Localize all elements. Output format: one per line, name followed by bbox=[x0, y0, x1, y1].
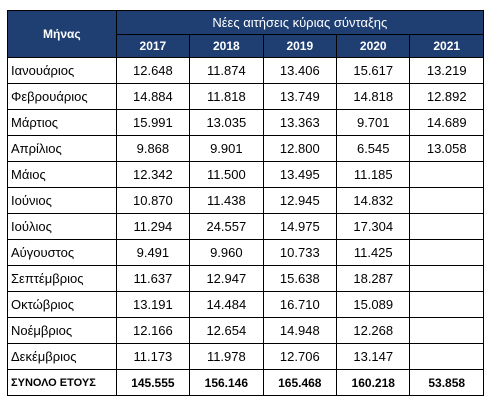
value-cell: 14.948 bbox=[263, 318, 336, 344]
value-cell: 14.689 bbox=[410, 110, 484, 136]
value-cell: 13.219 bbox=[410, 58, 484, 84]
table-row bbox=[8, 58, 484, 84]
table-row bbox=[8, 344, 484, 370]
value-cell: 11.637 bbox=[116, 266, 189, 292]
value-cell: 11.978 bbox=[190, 344, 263, 370]
value-cell: 11.294 bbox=[116, 214, 189, 240]
year-header: 2021 bbox=[410, 35, 484, 58]
value-cell: 9.868 bbox=[116, 136, 189, 162]
total-label-cell: ΣΥΝΟΛΟ ΕΤΟΥΣ bbox=[8, 370, 117, 396]
pension-applications-table-container bbox=[7, 10, 484, 396]
month-cell: Απρίλιος bbox=[8, 136, 117, 162]
table-row bbox=[8, 84, 484, 110]
table-row bbox=[8, 214, 484, 240]
value-cell: 9.901 bbox=[190, 136, 263, 162]
table-row bbox=[8, 266, 484, 292]
value-cell bbox=[410, 292, 484, 318]
value-cell: 17.304 bbox=[337, 214, 410, 240]
value-cell: 11.425 bbox=[337, 240, 410, 266]
table-row bbox=[8, 162, 484, 188]
value-cell bbox=[410, 344, 484, 370]
month-cell: Οκτώβριος bbox=[8, 292, 117, 318]
value-cell: 12.166 bbox=[116, 318, 189, 344]
value-cell: 14.484 bbox=[190, 292, 263, 318]
value-cell: 14.832 bbox=[337, 188, 410, 214]
value-cell: 12.654 bbox=[190, 318, 263, 344]
value-cell bbox=[410, 266, 484, 292]
month-cell: Μάρτιος bbox=[8, 110, 117, 136]
total-value-cell: 53.858 bbox=[410, 370, 484, 396]
value-cell bbox=[410, 318, 484, 344]
table-row bbox=[8, 188, 484, 214]
value-cell: 13.035 bbox=[190, 110, 263, 136]
value-cell: 11.185 bbox=[337, 162, 410, 188]
value-cell: 13.147 bbox=[337, 344, 410, 370]
value-cell: 12.800 bbox=[263, 136, 336, 162]
value-cell: 9.701 bbox=[337, 110, 410, 136]
value-cell: 14.818 bbox=[337, 84, 410, 110]
value-cell: 9.960 bbox=[190, 240, 263, 266]
month-cell: Μάιος bbox=[8, 162, 117, 188]
year-header: 2018 bbox=[190, 35, 263, 58]
total-row bbox=[8, 370, 484, 396]
value-cell: 15.991 bbox=[116, 110, 189, 136]
table-row bbox=[8, 318, 484, 344]
value-cell: 11.500 bbox=[190, 162, 263, 188]
value-cell bbox=[410, 240, 484, 266]
month-cell: Δεκέμβριος bbox=[8, 344, 117, 370]
value-cell: 15.617 bbox=[337, 58, 410, 84]
value-cell bbox=[410, 162, 484, 188]
month-cell: Ιανουάριος bbox=[8, 58, 117, 84]
month-cell: Ιούνιος bbox=[8, 188, 117, 214]
value-cell: 11.818 bbox=[190, 84, 263, 110]
value-cell: 15.638 bbox=[263, 266, 336, 292]
value-cell bbox=[410, 214, 484, 240]
value-cell: 14.884 bbox=[116, 84, 189, 110]
table-row bbox=[8, 110, 484, 136]
value-cell: 12.892 bbox=[410, 84, 484, 110]
table-row bbox=[8, 240, 484, 266]
value-cell: 13.363 bbox=[263, 110, 336, 136]
month-column-header: Μήνας bbox=[8, 11, 117, 58]
year-header: 2019 bbox=[263, 35, 336, 58]
year-header: 2020 bbox=[337, 35, 410, 58]
group-column-header: Νέες αιτήσεις κύριας σύνταξης bbox=[116, 11, 483, 35]
value-cell: 6.545 bbox=[337, 136, 410, 162]
year-header: 2017 bbox=[116, 35, 189, 58]
month-cell: Νοέμβριος bbox=[8, 318, 117, 344]
value-cell: 12.268 bbox=[337, 318, 410, 344]
month-cell: Φεβρουάριος bbox=[8, 84, 117, 110]
value-cell: 11.874 bbox=[190, 58, 263, 84]
value-cell: 12.648 bbox=[116, 58, 189, 84]
total-value-cell: 160.218 bbox=[337, 370, 410, 396]
value-cell: 13.406 bbox=[263, 58, 336, 84]
value-cell: 15.089 bbox=[337, 292, 410, 318]
value-cell: 13.495 bbox=[263, 162, 336, 188]
value-cell: 12.706 bbox=[263, 344, 336, 370]
value-cell bbox=[410, 188, 484, 214]
month-cell: Ιούλιος bbox=[8, 214, 117, 240]
value-cell: 13.749 bbox=[263, 84, 336, 110]
table-row bbox=[8, 136, 484, 162]
value-cell: 10.870 bbox=[116, 188, 189, 214]
value-cell: 18.287 bbox=[337, 266, 410, 292]
value-cell: 9.491 bbox=[116, 240, 189, 266]
total-value-cell: 165.468 bbox=[263, 370, 336, 396]
value-cell: 14.975 bbox=[263, 214, 336, 240]
value-cell: 11.438 bbox=[190, 188, 263, 214]
pension-applications-table bbox=[7, 10, 484, 396]
total-value-cell: 145.555 bbox=[116, 370, 189, 396]
value-cell: 13.058 bbox=[410, 136, 484, 162]
value-cell: 24.557 bbox=[190, 214, 263, 240]
value-cell: 12.342 bbox=[116, 162, 189, 188]
month-cell: Σεπτέμβριος bbox=[8, 266, 117, 292]
value-cell: 16.710 bbox=[263, 292, 336, 318]
value-cell: 12.945 bbox=[263, 188, 336, 214]
month-cell: Αύγουστος bbox=[8, 240, 117, 266]
value-cell: 11.173 bbox=[116, 344, 189, 370]
total-value-cell: 156.146 bbox=[190, 370, 263, 396]
value-cell: 13.191 bbox=[116, 292, 189, 318]
value-cell: 10.733 bbox=[263, 240, 336, 266]
value-cell: 12.947 bbox=[190, 266, 263, 292]
table-row bbox=[8, 292, 484, 318]
